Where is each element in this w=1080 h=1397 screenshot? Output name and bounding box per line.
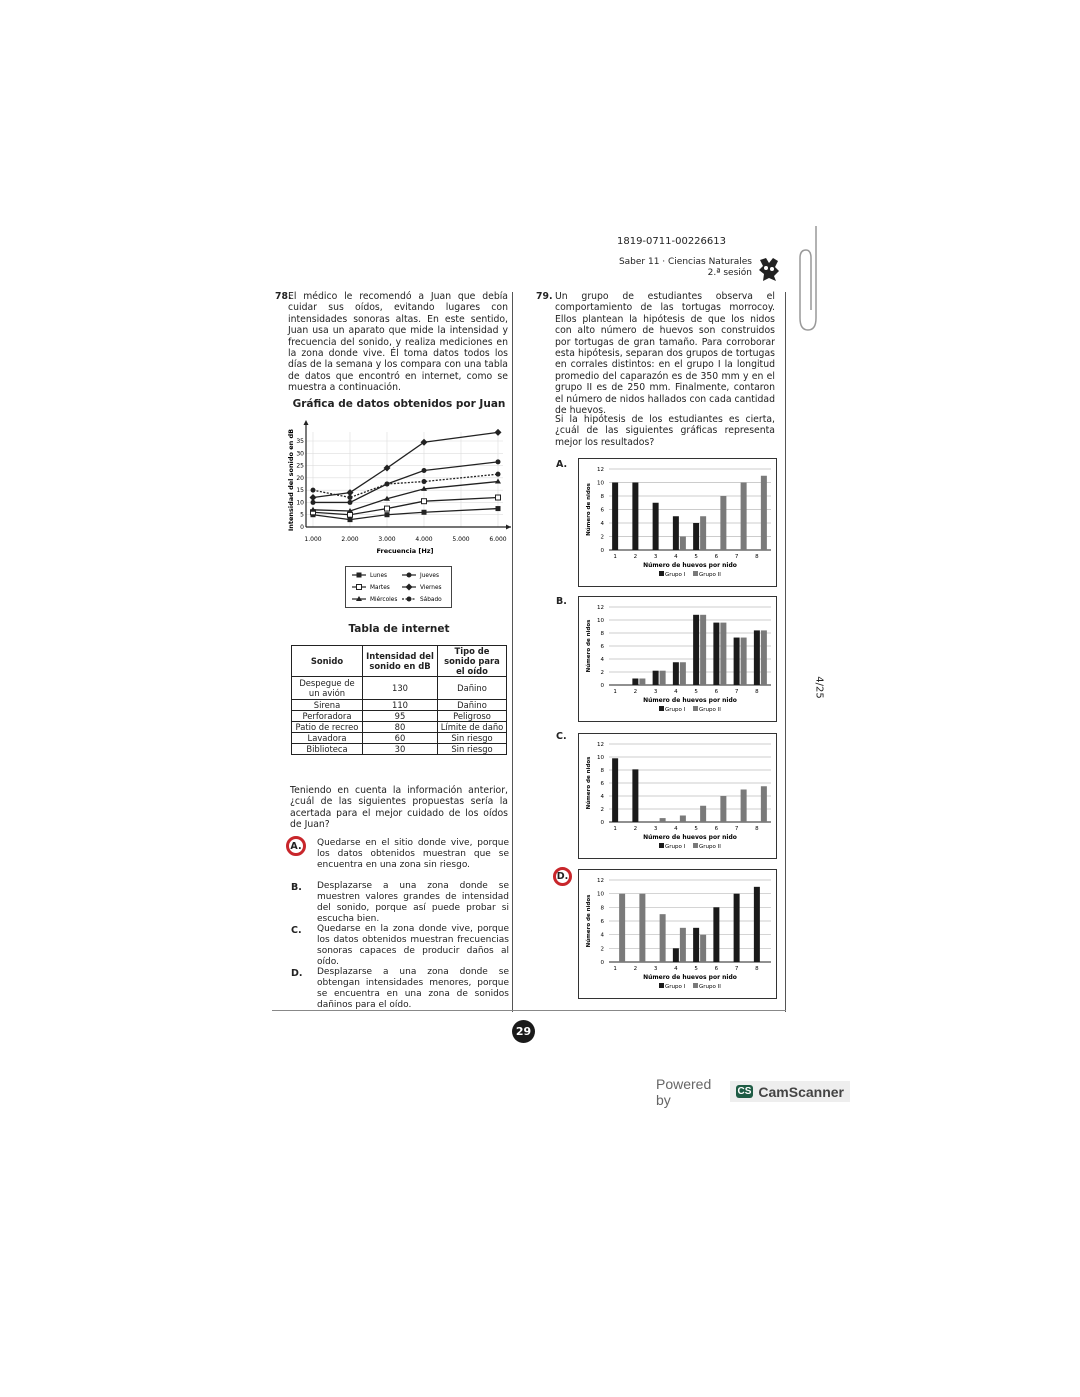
x-tick-label: 1 xyxy=(613,689,617,695)
y-axis-label: Intensidad del sonido en dB xyxy=(287,428,295,532)
bar-grupo-ii xyxy=(720,496,726,550)
table-header: Sonido xyxy=(292,646,363,677)
line-chart-title: Gráfica de datos obtenidos por Juan xyxy=(292,398,506,410)
data-point xyxy=(422,499,427,504)
bar-grupo-i xyxy=(693,523,699,550)
bar-grupo-ii xyxy=(680,537,686,551)
y-tick-label: 4 xyxy=(600,657,604,663)
table-cell: Sin riesgo xyxy=(438,744,507,755)
x-tick-label: 5.000 xyxy=(452,536,470,543)
table-cell: Patio de recreo xyxy=(292,722,363,733)
legend-label: Miércoles xyxy=(370,597,398,603)
option-text-d: Desplazarse a una zona donde se obtengan intensidades menores, porque se encuentra en una zona de sonidos dañinos para el oído. xyxy=(317,967,509,1010)
bar-grupo-ii xyxy=(761,476,767,550)
x-tick-label: 5 xyxy=(694,826,698,832)
table-cell: Peligroso xyxy=(438,711,507,722)
bar-grupo-i xyxy=(734,638,740,685)
x-tick-label: 4 xyxy=(674,554,678,560)
table-row xyxy=(292,722,507,733)
y-tick-label: 25 xyxy=(296,462,304,470)
bar-grupo-ii xyxy=(720,623,726,685)
table-row xyxy=(292,744,507,755)
y-tick-label: 10 xyxy=(597,480,604,487)
y-tick-label: 6 xyxy=(600,507,604,514)
y-tick-label: 12 xyxy=(597,742,604,748)
bar-grupo-i xyxy=(632,769,638,822)
bar-grupo-ii xyxy=(660,818,666,822)
legend-label: Grupo I xyxy=(665,572,686,578)
x-tick-label: 3.000 xyxy=(378,536,396,543)
data-point xyxy=(496,459,501,464)
chart-option-d: D. xyxy=(553,867,572,886)
table-cell: Límite de daño xyxy=(438,722,507,733)
y-tick-label: 6 xyxy=(600,919,604,925)
legend-item xyxy=(659,706,686,713)
bar-grupo-i xyxy=(713,907,719,962)
y-tick-label: 0 xyxy=(600,683,604,689)
table-cell: 130 xyxy=(363,677,438,700)
paperclip-icon xyxy=(796,222,826,334)
table-cell: Sirena xyxy=(292,700,363,711)
table-row xyxy=(292,733,507,744)
table-cell: 80 xyxy=(363,722,438,733)
x-tick-label: 5 xyxy=(694,689,698,695)
y-axis-label: Número de nidos xyxy=(586,756,592,810)
x-axis-label: Frecuencia [Hz] xyxy=(376,547,434,555)
legend-item xyxy=(693,983,721,990)
y-tick-label: 6 xyxy=(600,781,604,787)
bar-grupo-i xyxy=(734,894,740,962)
brand-name: CamScanner xyxy=(758,1083,844,1100)
table-row xyxy=(292,700,507,711)
table-cell: 95 xyxy=(363,711,438,722)
x-tick-label: 6 xyxy=(714,826,719,832)
bar-grupo-ii xyxy=(680,816,686,823)
x-tick-label: 3 xyxy=(653,826,658,832)
x-tick-label: 7 xyxy=(734,689,739,695)
sound-table xyxy=(291,645,507,755)
bar-chart-c xyxy=(578,733,777,859)
document-code: 1819-0711-00226613 xyxy=(616,236,726,247)
table-row xyxy=(292,677,507,700)
bar-grupo-ii xyxy=(660,914,666,962)
x-tick-label: 2 xyxy=(633,826,638,832)
x-tick-label: 7 xyxy=(734,826,739,832)
bar-grupo-ii xyxy=(700,806,706,822)
x-tick-label: 6 xyxy=(714,966,719,972)
legend-item xyxy=(693,843,721,850)
bar-grupo-ii xyxy=(680,928,686,962)
chart-option-b: B. xyxy=(556,596,567,607)
series-sábado xyxy=(311,472,501,500)
line-chart xyxy=(285,418,515,563)
y-tick-label: 6 xyxy=(600,644,604,650)
x-tick-label: 6 xyxy=(714,554,719,560)
option-letter-d: D. xyxy=(291,968,303,979)
y-tick-label: 5 xyxy=(300,511,304,519)
table-cell: Despegue de un avión xyxy=(292,677,363,700)
bar-grupo-ii xyxy=(639,679,645,686)
side-page-number: 4/25 xyxy=(813,676,825,699)
bar-grupo-i xyxy=(653,671,659,685)
table-cell: 60 xyxy=(363,733,438,744)
x-tick-label: 2.000 xyxy=(341,536,359,543)
table-title: Tabla de internet xyxy=(348,623,450,635)
bar-grupo-ii xyxy=(680,662,686,685)
y-tick-label: 20 xyxy=(296,474,304,482)
data-point xyxy=(385,512,390,517)
question-78-text: El médico le recomendó a Juan que debía cuidar sus oídos, evitando lugares con intensidades sonoras altas. En este sentido, Juan usa un aparato que mide la intensidad y frecuencia del sonido, y realiza mediciones en la zona donde vive. Él toma datos todos los días de la semana y los compara con una tabla de datos que encontró en internet, como se muestra a continuación. xyxy=(288,291,508,394)
option-letter-a: A. xyxy=(286,836,306,856)
y-tick-label: 10 xyxy=(597,891,604,898)
page-number: 29 xyxy=(515,1025,532,1038)
y-tick-label: 12 xyxy=(597,467,604,473)
y-tick-label: 35 xyxy=(296,438,304,446)
chart-option-a: A. xyxy=(556,459,568,470)
y-tick-label: 15 xyxy=(296,487,304,495)
x-tick-label: 4.000 xyxy=(415,536,433,543)
y-tick-label: 0 xyxy=(600,820,604,826)
y-axis-label: Número de nidos xyxy=(586,483,592,536)
x-tick-label: 3 xyxy=(653,966,658,972)
question-78 xyxy=(275,291,508,394)
legend-item xyxy=(352,585,390,592)
table-row xyxy=(292,711,507,722)
x-tick-label: 1 xyxy=(613,826,617,832)
page-border xyxy=(785,292,786,1012)
table-cell: Dañino xyxy=(438,700,507,711)
bar-grupo-i xyxy=(754,630,760,685)
question-79-prompt: Si la hipótesis de los estudiantes es cierta, ¿cuál de las siguientes gráficas representa mejor los resultados? xyxy=(555,414,775,448)
bar-grupo-i xyxy=(673,948,679,962)
column-divider xyxy=(512,292,513,1012)
y-tick-label: 8 xyxy=(600,631,604,637)
bar-grupo-ii xyxy=(761,630,767,685)
x-tick-label: 6 xyxy=(714,689,719,695)
bar-grupo-ii xyxy=(741,790,747,823)
x-tick-label: 1 xyxy=(613,966,617,972)
line-chart-legend xyxy=(345,566,452,608)
legend-label: Martes xyxy=(370,585,390,591)
legend-item xyxy=(402,573,439,580)
legend-label: Grupo II xyxy=(699,707,721,713)
legend-item xyxy=(659,983,686,990)
bar-chart-a xyxy=(578,458,777,587)
x-tick-label: 1.000 xyxy=(304,536,322,543)
y-tick-label: 4 xyxy=(600,932,604,939)
data-point xyxy=(385,506,390,511)
x-tick-label: 7 xyxy=(734,554,739,560)
question-79-text: Un grupo de estudiantes observa el comportamiento de las tortugas morrocoy. Ellos plantean la hipótesis de que los nidos con alto número de huevos son construidos por tortugas de gran tamaño. Para corroborar esta hipótesis, separan dos grupos de tortugas en corrales distintos: en el grupo I la longitud promedio del caparazón es de 350 mm y en el grupo II es de 250 mm. Finalmente, contaron el número de nidos hallados con cada cantidad de huevos. xyxy=(555,291,775,417)
data-point xyxy=(348,517,353,522)
legend-item xyxy=(693,706,721,713)
table-header: Intensidad del sonido en dB xyxy=(363,646,438,677)
data-point xyxy=(385,482,390,487)
question-78-prompt: Teniendo en cuenta la información anterior, ¿cuál de las siguientes propuestas sería la acertada para el mejor cuidado de los oídos de Juan? xyxy=(290,785,508,831)
x-tick-label: 8 xyxy=(755,826,759,832)
chart-option-c: C. xyxy=(556,731,567,742)
bar-grupo-i xyxy=(754,887,760,962)
question-79 xyxy=(536,291,775,417)
y-tick-label: 30 xyxy=(296,450,304,458)
data-point xyxy=(422,479,427,484)
x-tick-label: 4 xyxy=(674,966,678,972)
x-tick-label: 8 xyxy=(755,689,759,695)
bar-chart-b xyxy=(578,596,777,722)
data-point xyxy=(496,495,501,500)
y-tick-label: 2 xyxy=(600,946,604,953)
legend-item xyxy=(693,571,721,578)
camscanner-logo-icon: CS xyxy=(737,1086,752,1097)
bar-grupo-i xyxy=(693,615,699,685)
y-tick-label: 2 xyxy=(600,670,604,676)
bar-grupo-ii xyxy=(619,894,625,962)
y-tick-label: 12 xyxy=(597,878,604,884)
y-tick-label: 10 xyxy=(597,755,604,761)
bar-grupo-ii xyxy=(720,796,726,822)
legend-item xyxy=(659,843,686,850)
legend-item xyxy=(352,596,397,603)
bar-grupo-ii xyxy=(741,638,747,685)
table-cell: Lavadora xyxy=(292,733,363,744)
bar-grupo-i xyxy=(653,503,659,550)
bar-grupo-i xyxy=(612,758,618,822)
data-point xyxy=(496,506,501,511)
option-text-c: Quedarse en la zona donde vive, porque los datos obtenidos muestran frecuencias sonoras capaces de producir daños al oído. xyxy=(317,924,509,967)
x-tick-label: 7 xyxy=(734,966,739,972)
page-number-badge xyxy=(512,1020,535,1043)
legend-item xyxy=(402,584,442,592)
data-point xyxy=(496,472,501,477)
y-tick-label: 0 xyxy=(600,548,604,554)
data-point xyxy=(348,500,353,505)
x-tick-label: 2 xyxy=(633,966,638,972)
option-letter-c: C. xyxy=(291,925,302,936)
x-axis-label: Número de huevos por nido xyxy=(643,697,737,704)
y-tick-label: 2 xyxy=(600,807,604,813)
y-axis-label: Número de nidos xyxy=(586,619,592,673)
data-point xyxy=(422,468,427,473)
legend-label: Grupo II xyxy=(699,572,721,578)
y-tick-label: 4 xyxy=(600,794,604,800)
table-cell: 110 xyxy=(363,700,438,711)
bar-chart-d xyxy=(578,869,777,999)
bar-grupo-i xyxy=(632,483,638,551)
y-tick-label: 8 xyxy=(600,905,604,912)
x-tick-label: 2 xyxy=(633,689,638,695)
data-point xyxy=(311,488,316,493)
exam-session: 2.ª sesión xyxy=(707,268,752,278)
exam-name: Saber 11 · Ciencias Naturales xyxy=(618,257,752,267)
y-tick-label: 10 xyxy=(597,618,604,624)
y-tick-label: 4 xyxy=(600,521,604,527)
legend-label: Grupo I xyxy=(665,984,686,990)
data-point xyxy=(495,429,502,436)
legend-label: Lunes xyxy=(370,573,388,579)
powered-by-text: Powered by xyxy=(656,1075,712,1108)
table-cell: 30 xyxy=(363,744,438,755)
x-tick-label: 2 xyxy=(633,554,638,560)
legend-label: Viernes xyxy=(420,585,442,591)
legend-label: Grupo I xyxy=(665,707,686,713)
x-tick-label: 1 xyxy=(613,554,617,560)
x-tick-label: 3 xyxy=(653,689,658,695)
bar-grupo-ii xyxy=(639,894,645,962)
legend-label: Grupo II xyxy=(699,844,721,850)
bar-grupo-ii xyxy=(660,671,666,685)
data-point xyxy=(422,510,427,515)
legend-label: Grupo I xyxy=(665,844,686,850)
data-point xyxy=(495,479,501,484)
logo-icon xyxy=(758,256,780,282)
y-tick-label: 8 xyxy=(600,768,604,774)
bar-grupo-ii xyxy=(761,786,767,822)
y-tick-label: 0 xyxy=(300,524,304,531)
x-axis-label: Número de huevos por nido xyxy=(643,834,737,841)
x-tick-label: 4 xyxy=(674,826,678,832)
y-tick-label: 10 xyxy=(296,499,304,507)
legend-item xyxy=(352,573,387,580)
x-tick-label: 8 xyxy=(755,966,759,972)
legend-label: Jueves xyxy=(420,573,439,579)
bar-grupo-i xyxy=(673,516,679,550)
bar-grupo-i xyxy=(612,483,618,551)
legend-item xyxy=(659,571,686,578)
option-text-b: Desplazarse a una zona donde se muestren valores grandes de intensidad del sonido, porque así puede probar si escucha bien. xyxy=(317,881,509,924)
table-cell: Dañino xyxy=(438,677,507,700)
option-text-a: Quedarse en el sitio donde vive, porque los datos obtenidos muestran que se encuentra en una zona sin riesgo. xyxy=(317,838,509,870)
question-number: 79. xyxy=(536,291,553,302)
legend-label: Sábado xyxy=(420,597,442,603)
bar-grupo-i xyxy=(713,623,719,685)
bar-grupo-ii xyxy=(700,615,706,685)
y-axis-label: Número de nidos xyxy=(586,894,592,948)
x-tick-label: 6.000 xyxy=(489,536,507,543)
table-header: Tipo de sonido para el oído xyxy=(438,646,507,677)
x-tick-label: 8 xyxy=(755,554,759,560)
series-line xyxy=(313,498,498,515)
bar-grupo-i xyxy=(673,662,679,685)
x-tick-label: 5 xyxy=(694,554,698,560)
bar-grupo-i xyxy=(693,928,699,962)
x-axis-label: Número de huevos por nido xyxy=(643,974,737,981)
table-cell: Sin riesgo xyxy=(438,733,507,744)
option-letter-b: B. xyxy=(291,882,302,893)
x-tick-label: 3 xyxy=(653,554,658,560)
x-axis-label: Número de huevos por nido xyxy=(643,562,737,569)
question-number: 78. xyxy=(275,291,292,302)
bar-grupo-ii xyxy=(700,935,706,962)
data-point xyxy=(310,494,317,501)
x-tick-label: 5 xyxy=(694,966,698,972)
legend-label: Grupo II xyxy=(699,984,721,990)
y-tick-label: 8 xyxy=(600,494,604,500)
bar-grupo-ii xyxy=(741,483,747,551)
camscanner-watermark xyxy=(650,1075,850,1108)
table-cell: Biblioteca xyxy=(292,744,363,755)
data-point xyxy=(348,495,353,500)
y-tick-label: 2 xyxy=(600,534,604,541)
bar-grupo-i xyxy=(632,679,638,686)
bar-grupo-ii xyxy=(700,516,706,550)
y-tick-label: 0 xyxy=(600,960,604,966)
legend-item xyxy=(402,596,442,603)
table-cell: Perforadora xyxy=(292,711,363,722)
y-tick-label: 12 xyxy=(597,605,604,611)
x-tick-label: 4 xyxy=(674,689,678,695)
